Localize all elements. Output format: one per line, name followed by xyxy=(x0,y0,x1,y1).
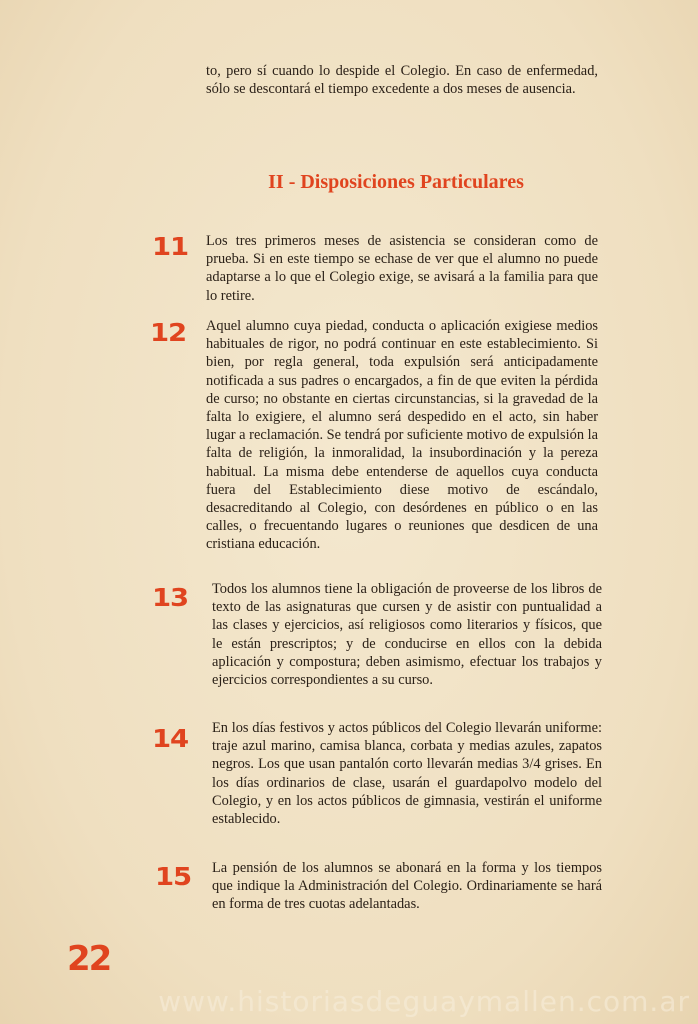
article-text-13: Todos los alumnos tiene la obligación de proveerse de los libros de texto de las asignaturas que cursen y de asistir con puntualidad a las clases y ejercicios, así religiosos como literarios y físicos, que le están prescriptos; y de conducirse en ellos con la debida aplicación y compostura; deben asimismo, efectuar los trabajos y ejercicios correspondientes a su curso. xyxy=(212,581,602,689)
article-number-12: 12 xyxy=(150,318,187,347)
article-number-13: 13 xyxy=(152,583,189,612)
article-text-15: La pensión de los alumnos se abonará en la forma y los tiempos que indique la Administración del Colegio. Ordinariamente se hará en forma de tres cuotas adelantadas. xyxy=(212,860,602,913)
article-number-14: 14 xyxy=(152,724,189,753)
article-number-15: 15 xyxy=(155,862,192,891)
article-text-14: En los días festivos y actos públicos del Colegio llevarán uniforme: traje azul marino, camisa blanca, corbata y medias azules, zapatos negros. Los que usan pantalón corto llevarán medias 3/4 grises. En los días ordinarios de clase, usarán el guardapolvo modelo del Colegio, y en los actos públicos de gimnasia, vestirán el uniforme establecido. xyxy=(212,720,602,828)
article-text-12: Aquel alumno cuya piedad, conducta o aplicación exigiese medios habituales de rigor, no podrá continuar en este establecimiento. Si bien, por regla general, toda expulsión será anticipadamente notificada a sus padres o encargados, a fin de que eviten la pérdida de curso; no obstante en ciertas circunstancias, si la gravedad de la falta lo exigiere, el alumno será despedido en el acto, sin haber lugar a reclamación. Se tendrá por suficiente motivo de expulsión la falta de religión, la inmoralidad, la insubordinación y la pereza habitual. La misma debe entenderse de aquellos cuya conducta fuera del Establecimiento diese motivo de escándalo, desacreditando al Colegio, con desórdenes en público o en las calles, o frecuentando lugares o reuniones que desdicen de una cristiana educación. xyxy=(206,318,599,553)
page-number: 22 xyxy=(67,939,111,979)
section-title: II - Disposiciones Particulares xyxy=(268,171,524,193)
intro-paragraph: to, pero sí cuando lo despide el Colegio. En caso de enfermedad, sólo se descontará el tiempo excedente a dos meses de ausencia. xyxy=(206,63,598,98)
watermark: www.historiasdeguaymallen.com.ar xyxy=(158,985,690,1018)
article-text-11: Los tres primeros meses de asistencia se consideran como de prueba. Si en este tiempo se echase de ver que el alumno no puede adaptarse a lo que el Colegio exige, se avisará a la familia para que lo retire. xyxy=(206,233,598,304)
article-number-11: 11 xyxy=(152,232,189,261)
